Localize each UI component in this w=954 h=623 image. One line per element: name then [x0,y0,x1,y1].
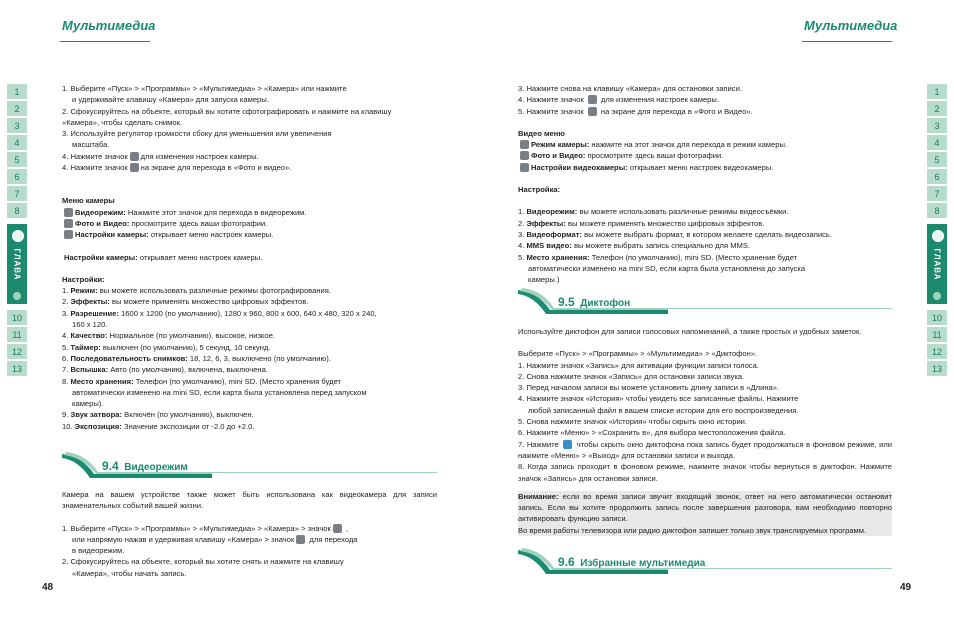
menu-item: Режим камеры: нажмите на этот значок для перехода в режим камеры. [518,139,892,150]
chapter-tab-5[interactable]: 5 [7,152,27,167]
section-heading-9-5 [518,288,892,314]
chapter-tab-11[interactable]: 11 [927,327,947,342]
step-text: масштаба. [72,140,110,150]
left-page-header: Мультимедиа [62,18,156,33]
step-text: 3. Перед началом записи вы можете установить длину записи в «Длина». [518,383,780,393]
photo-video-icon [64,219,73,228]
settings-title: Настройки: [62,274,105,284]
settings-item: 5. Место хранения: Телефон (по умолчанию), mini SD. (Место хранение будет [518,252,798,262]
chapter-tab-7[interactable]: 7 [927,186,947,201]
section-heading-9-4 [62,452,437,478]
settings-icon [130,152,139,161]
chapter-label: ГЛАВА [12,248,22,281]
step-text: 4. Нажмите значок на экране для перехода в «Фото и видео». [62,163,292,173]
menu-item: Настройки камеры: открывает меню настроек камеры. [62,229,437,240]
settings-item: 4. Качество: Нормальное (по умолчанию), высокое, низкое. [62,331,275,341]
chapter-tab-6[interactable]: 6 [7,169,27,184]
video-intro: Камера на вашем устройстве также может быть использована как видеокамера для записи знаменательных событий вашей жизни. [62,490,437,511]
video-mode-icon [64,208,73,217]
settings-item: 5. Таймер: выключен (по умолчанию), 5 секунд, 10 секунд. [62,342,271,352]
step-text: любой записанный файл в вашем списке истории для его воспроизведения. [528,405,799,415]
section-rule [212,472,437,473]
camera-mode-icon [520,140,529,149]
video-mode-icon [333,524,342,533]
settings-item: 3. Разрешение: 1600 x 1200 (по умолчанию), 1280 x 960, 800 x 600, 640 x 480, 320 x 240, [62,308,377,318]
page-number-right: 49 [900,582,912,593]
menu-item: Видеорежим: Нажмите этот значок для перехода в видеорежим. [62,207,437,218]
settings-item: 9. Звук затвора: Включён (по умолчанию), выключен. [62,410,254,420]
chapter-dot-icon [933,292,941,300]
chapter-tab-6[interactable]: 6 [927,169,947,184]
chapter-tab-12[interactable]: 12 [927,344,947,359]
step-text: 1. Нажмите значок «Запись» для активации функции записи голоса. [518,360,759,370]
step-text: 3. Нажмите снова на клавишу «Камера» для остановки записи. [518,84,742,93]
left-header-rule [60,41,150,42]
step-text: 2. Снова нажмите значок «Запись» для остановки записи звука. [518,371,745,381]
chapter-tab-4[interactable]: 4 [927,135,947,150]
settings-item: 2. Эффекты: вы можете применять множество цифровых эффектов. [62,297,309,307]
step-text: 5. Нажмите значок на экране для перехода в «Фото и Видео». [518,106,753,116]
photo-video-icon [520,151,529,160]
settings-item: камеры). [72,399,104,409]
settings-item: 160 x 120. [72,320,108,330]
settings-item: камеры.) [528,275,560,285]
right-page-body [518,83,892,285]
minimize-icon [563,440,572,449]
warning-note: Внимание: если во время записи звучит входящий звонок, ответ на него автоматически остановит запись. Если вы хотите продолжить запись после завершения разговора, вам необходимо повторно активировать функцию записи. Во время работы телевизора или радио диктофон запишет только звук транслируемых программ. [518,491,892,535]
chapter-label: ГЛАВА [932,248,942,281]
settings-list [518,206,892,285]
step-text: «Камера», чтобы начать запись. [72,568,187,578]
settings-icon [588,95,597,104]
step-text: и удерживайте клавишу «Камера» для запуска камеры. [72,95,269,105]
section-heading-9-6 [518,548,892,574]
chapter-tab-10[interactable]: 10 [927,310,947,325]
step-text: 1. Выберите «Пуск» > «Программы» > «Мультимедиа» > «Камера» или нажмите [62,84,347,93]
settings-item: 10. Экспозиция: Значение экспозиции от -2.0 до +2.0. [62,421,255,431]
dictaphone-body [518,326,892,536]
right-chapter-tabs [927,84,947,378]
step-text: Выберите «Пуск» > «Программы» > «Мультимедиа» > «Диктофон». [518,349,758,359]
chapter-tab-8[interactable]: 8 [927,203,947,218]
chapter-tab-1[interactable]: 1 [927,84,947,99]
video-menu-title: Видео меню [518,128,565,138]
left-page-body [62,83,437,432]
menu-item: Фото и Видео: просмотрите здесь ваши фотографии. [518,150,892,161]
step-text: 8. Когда запись проходит в фоновом режиме, нажмите значок чтобы вернуться в диктофон. Нажмите значок «Запись» для остановки записи. [518,462,892,483]
settings-item: 1. Видеорежим: вы можете использовать различные режимы видеосъёмки. [518,207,789,217]
chapter-dot-icon [13,292,21,300]
dictaphone-intro: Используйте диктофон для записи голосовых напоминаний, а также простых и удобных заметок. [518,327,862,336]
chapter-tab-12[interactable]: 12 [7,344,27,359]
left-chapter-tabs [7,84,27,378]
photo-video-icon [588,107,597,116]
step-text: «Камера», чтобы сделать снимок. [62,117,183,127]
step-text: 3. Используйте регулятор громкости сбоку для уменьшения или увеличения [62,129,332,139]
section-title: 9.4 Видеорежим [102,459,188,473]
chapter-tab-8[interactable]: 8 [7,203,27,218]
chapter-9-tab[interactable] [927,224,947,304]
chapter-tab-2[interactable]: 2 [7,101,27,116]
settings-item: автоматически изменено на mini SD, если карта была установлена до запуска [528,263,806,273]
chapter-tab-13[interactable]: 13 [7,361,27,376]
step-text: 1. Выберите «Пуск» > «Программы» > «Мультимедиа» > «Камера» > значок , [62,523,349,533]
settings-item: автоматически изменено на mini SD, если карта была установлена перед запуском [72,387,367,397]
settings-item: 3. Видеоформат: вы можете выбрать формат, в котором желаете сделать видеозапись. [518,229,832,239]
chapter-tab-13[interactable]: 13 [927,361,947,376]
chapter-tab-7[interactable]: 7 [7,186,27,201]
settings-title: Настройка: [518,185,561,195]
settings-item: 1. Режим: вы можете использовать различные режимы фотографирования. [62,286,332,296]
camera-menu-title: Меню камеры [62,196,115,206]
step-text: 7. Нажмите чтобы скрыть окно диктофона пока запись будет продолжаться в фоновом режиме, или нажмите «Меню» > «Выход» для остановки записи и выхода. [518,439,892,460]
video-mode-icon [296,535,305,544]
settings-list [62,285,437,432]
settings-icon [64,230,73,239]
camera-icon [12,230,24,242]
section-rule [668,308,892,309]
step-text: в видеорежим. [72,546,125,556]
step-text: 4. Нажмите значок для изменения настроек камеры. [518,95,719,105]
menu-item: Фото и Видео: просмотрите здесь ваши фотографии. [62,218,437,229]
section-title: 9.6 Избранные мультимедиа [558,555,706,569]
settings-item: 6. Последовательность снимков: 18, 12, 6, 3, выключено (по умолчанию). [62,353,331,363]
chapter-tab-1[interactable]: 1 [7,84,27,99]
menu-item: Настройки видеокамеры: открывает меню настроек видеокамеры. [518,162,892,173]
settings-icon [520,163,529,172]
chapter-tab-5[interactable]: 5 [927,152,947,167]
step-text: 6. Нажмите «Меню» > «Сохранить в», для выбора местоположения файла. [518,428,786,438]
step-text: или напрямую нажав и удерживая клавишу «Камера» > значок для перехода [72,534,358,544]
settings-item: 7. Вспышка: Авто (по умолчанию), включена, выключена. [62,365,268,375]
right-page-header: Мультимедиа [804,18,898,33]
step-text: 2. Сфокусируйтесь на объекте, который вы хотите снять и нажмите на клавишу [62,557,344,567]
step-text: 2. Сфокусируйтесь на объекте, который вы хотите сфотографировать и нажмите на клавишу [62,106,392,116]
chapter-tab-2[interactable]: 2 [927,101,947,116]
right-header-rule [802,41,892,42]
page-number-left: 48 [42,582,54,593]
chapter-tab-10[interactable]: 10 [7,310,27,325]
chapter-9-tab[interactable] [7,224,27,304]
camera-settings-note: Настройки камеры: открывает меню настроек камеры. [64,252,263,262]
settings-item: 8. Место хранения: Телефон (по умолчанию), mini SD. (Место хранения будет [62,376,342,386]
step-text: 4. Нажмите значок «История» чтобы увидеть все записанные файлы. Нажмите [518,394,799,404]
settings-item: 4. MMS видео: вы можете выбрать запись специально для MMS. [518,241,751,251]
step-text: 5. Снова нажмите значок «История» чтобы скрыть окно истории. [518,417,748,427]
step-text: 4. Нажмите значок для изменения настроек камеры. [62,151,259,161]
video-section-body [62,489,437,579]
chapter-tab-11[interactable]: 11 [7,327,27,342]
photo-video-icon [130,163,139,172]
section-title: 9.5 Диктофон [558,295,631,309]
camera-icon [932,230,944,242]
chapter-tab-3[interactable]: 3 [927,118,947,133]
chapter-tab-3[interactable]: 3 [7,118,27,133]
chapter-tab-4[interactable]: 4 [7,135,27,150]
settings-item: 2. Эффекты: вы можете применять множество цифровых эффектов. [518,218,765,228]
